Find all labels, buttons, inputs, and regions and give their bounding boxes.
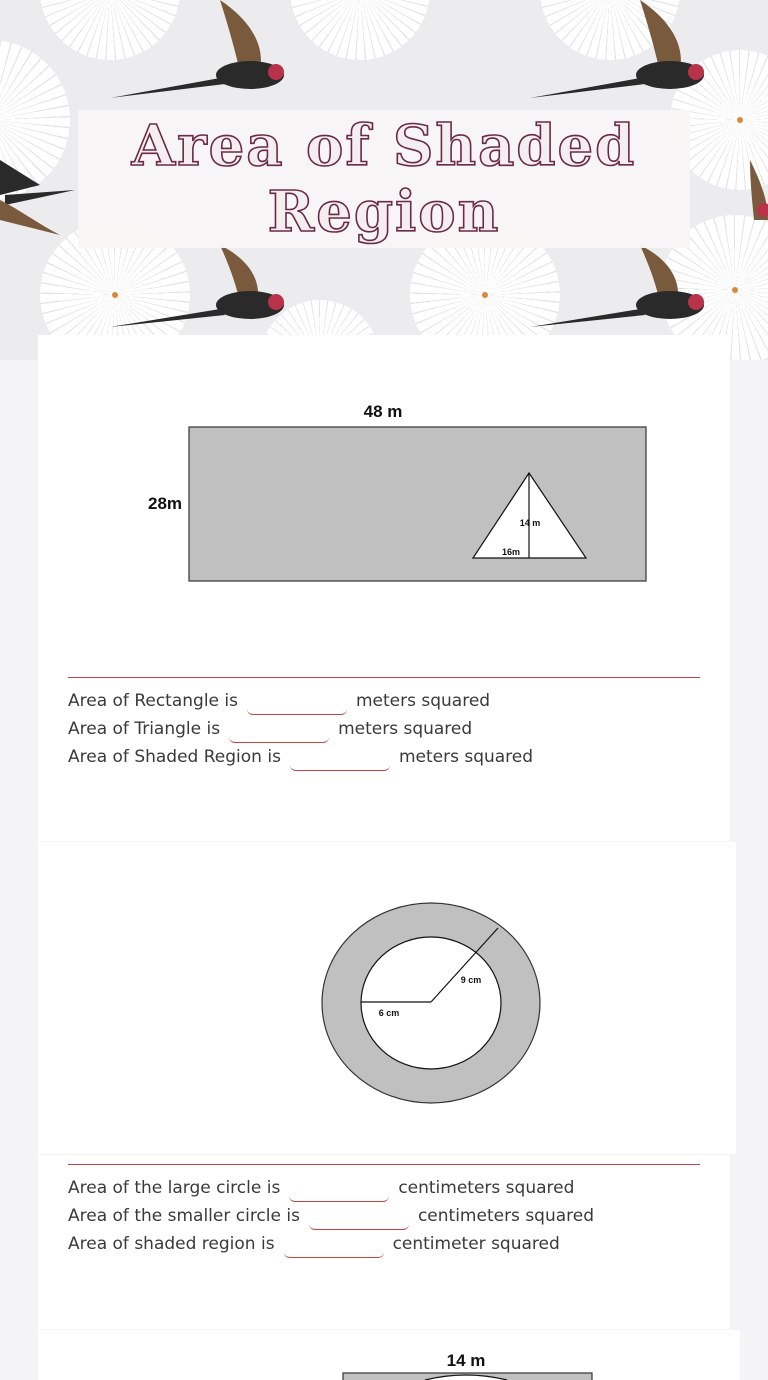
rectangle-width-label: 48 m (363, 402, 403, 421)
answer-row (68, 1174, 594, 1202)
answer-list-1 (68, 687, 533, 771)
answer-row (68, 1230, 594, 1258)
question-label: Area of the large circle is (68, 1178, 281, 1198)
rectangle-height-label: 28m (147, 494, 183, 513)
answer-blank[interactable] (309, 1208, 409, 1230)
unit-label: centimeters squared (398, 1178, 575, 1198)
answer-blank[interactable] (289, 1180, 389, 1202)
answer-row (68, 715, 533, 743)
question-label: Area of shaded region is (68, 1234, 275, 1254)
annulus-figure (322, 903, 540, 1103)
answer-blank[interactable] (247, 693, 347, 715)
question-label: Area of Shaded Region is (68, 747, 281, 767)
answer-blank[interactable] (229, 721, 329, 743)
answer-blank[interactable] (290, 749, 390, 771)
figure-3 (343, 1351, 592, 1380)
unit-label: meters squared (338, 719, 473, 739)
unit-label: meters squared (355, 691, 491, 711)
triangle-height-label: 14 m (519, 518, 541, 528)
inner-circle (361, 937, 501, 1069)
triangle-base-label: 16m (501, 547, 521, 557)
answer-row (68, 687, 533, 715)
unit-label: centimeter squared (392, 1234, 560, 1254)
answer-row (68, 743, 533, 771)
page-title: Area of Shaded Region (131, 113, 637, 245)
divider-rule-2 (68, 1164, 700, 1165)
unit-label: centimeters squared (417, 1206, 595, 1226)
question-label: Area of Triangle is (68, 719, 221, 739)
question-label: Area of Rectangle is (68, 691, 238, 711)
answer-blank[interactable] (284, 1236, 384, 1258)
outer-radius-label: 9 cm (460, 975, 482, 985)
answer-row (68, 1202, 594, 1230)
answer-list-2 (68, 1174, 594, 1258)
question-label: Area of the smaller circle is (68, 1206, 300, 1226)
unit-label: meters squared (398, 747, 534, 767)
figure3-width-label: 14 m (446, 1351, 486, 1370)
divider-rule-1 (68, 677, 700, 678)
inner-radius-label: 6 cm (378, 1008, 400, 1018)
